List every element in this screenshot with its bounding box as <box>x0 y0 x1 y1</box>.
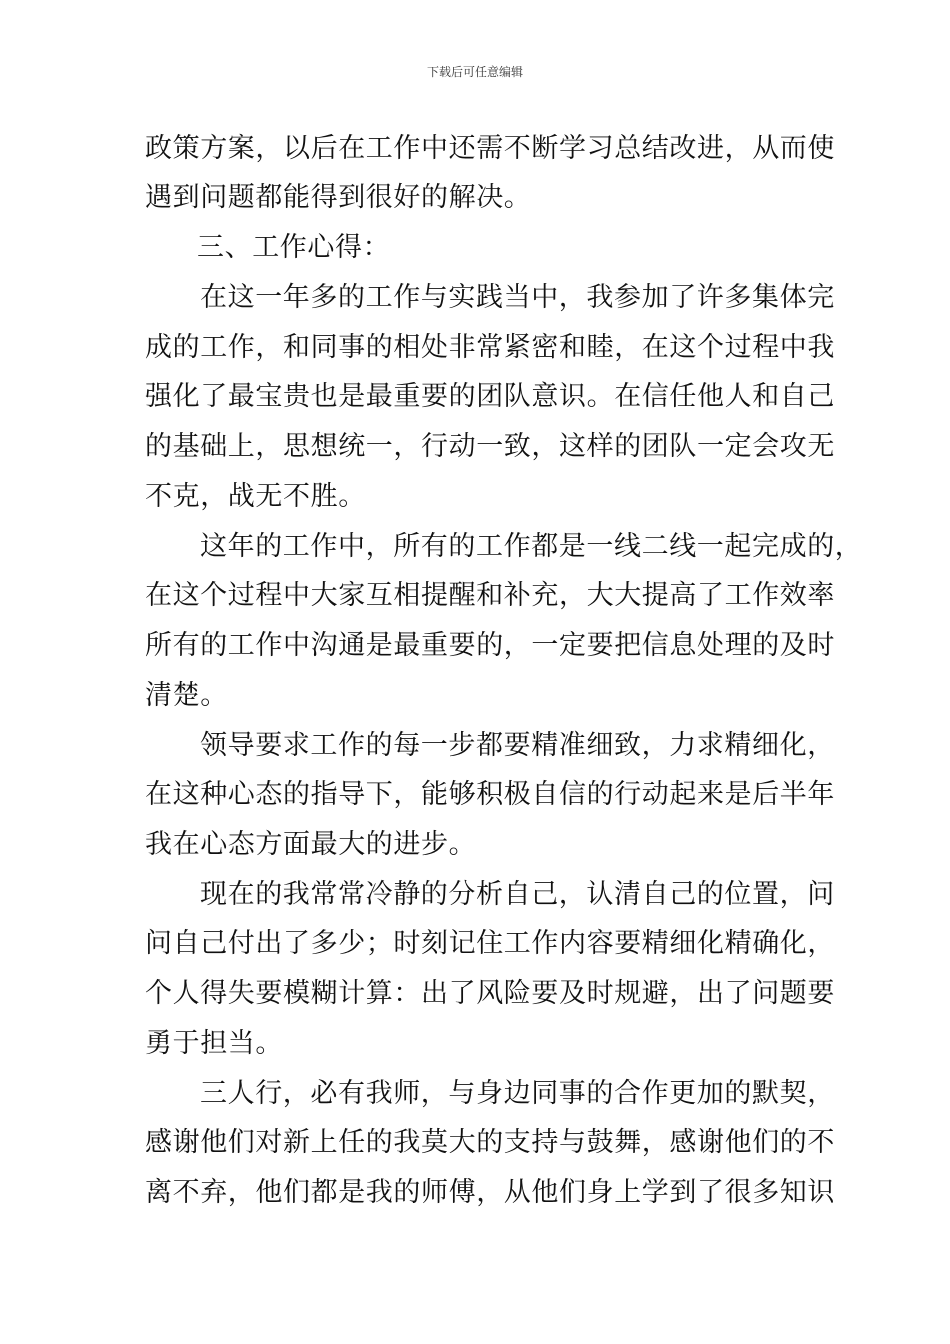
text-line: 遇到问题都能得到很好的解决。 <box>145 182 532 213</box>
text-line: 在这种心态的指导下，能够积极自信的行动起来是后半年 <box>145 779 835 810</box>
text-line: 个人得失要模糊计算：出了风险要及时规避，出了问题要 <box>145 978 835 1009</box>
text-line: 感谢他们对新上任的我莫大的支持与鼓舞，感谢他们的不 <box>145 1127 835 1158</box>
text-line: 清楚。 <box>145 680 228 711</box>
text-line: 三人行，必有我师，与身边同事的合作更加的默契， <box>200 1078 835 1109</box>
text-line: 在这个过程中大家互相提醒和补充，大大提高了工作效率 <box>145 580 835 611</box>
text-line: 离不弃，他们都是我的师傅，从他们身上学到了很多知识 <box>145 1177 835 1208</box>
text-line: 强化了最宝贵也是最重要的团队意识。在信任他人和自己 <box>145 381 835 412</box>
text-line: 在这一年多的工作与实践当中，我参加了许多集体完 <box>200 282 835 313</box>
page-header: 下载后可任意编辑 <box>426 65 523 79</box>
text-line: 这年的工作中，所有的工作都是一线二线一起完成的， <box>200 531 863 562</box>
text-line: 问自己付出了多少；时刻记住工作内容要精细化精确化， <box>145 928 835 959</box>
text-line: 成的工作，和同事的相处非常紧密和睦，在这个过程中我 <box>145 332 835 363</box>
text-line: 所有的工作中沟通是最重要的，一定要把信息处理的及时 <box>145 630 835 661</box>
text-line: 政策方案，以后在工作中还需不断学习总结改进，从而使 <box>145 133 835 164</box>
text-line: 领导要求工作的每一步都要精准细致，力求精细化， <box>200 730 835 761</box>
text-line: 不克，战无不胜。 <box>145 481 366 512</box>
section-heading: 三、工作心得： <box>197 232 391 263</box>
text-line: 我在心态方面最大的进步。 <box>145 829 477 860</box>
text-line: 现在的我常常冷静的分析自己，认清自己的位置，问 <box>200 879 835 910</box>
text-line: 勇于担当。 <box>145 1028 283 1059</box>
text-line: 的基础上，思想统一，行动一致，这样的团队一定会攻无 <box>145 431 835 462</box>
